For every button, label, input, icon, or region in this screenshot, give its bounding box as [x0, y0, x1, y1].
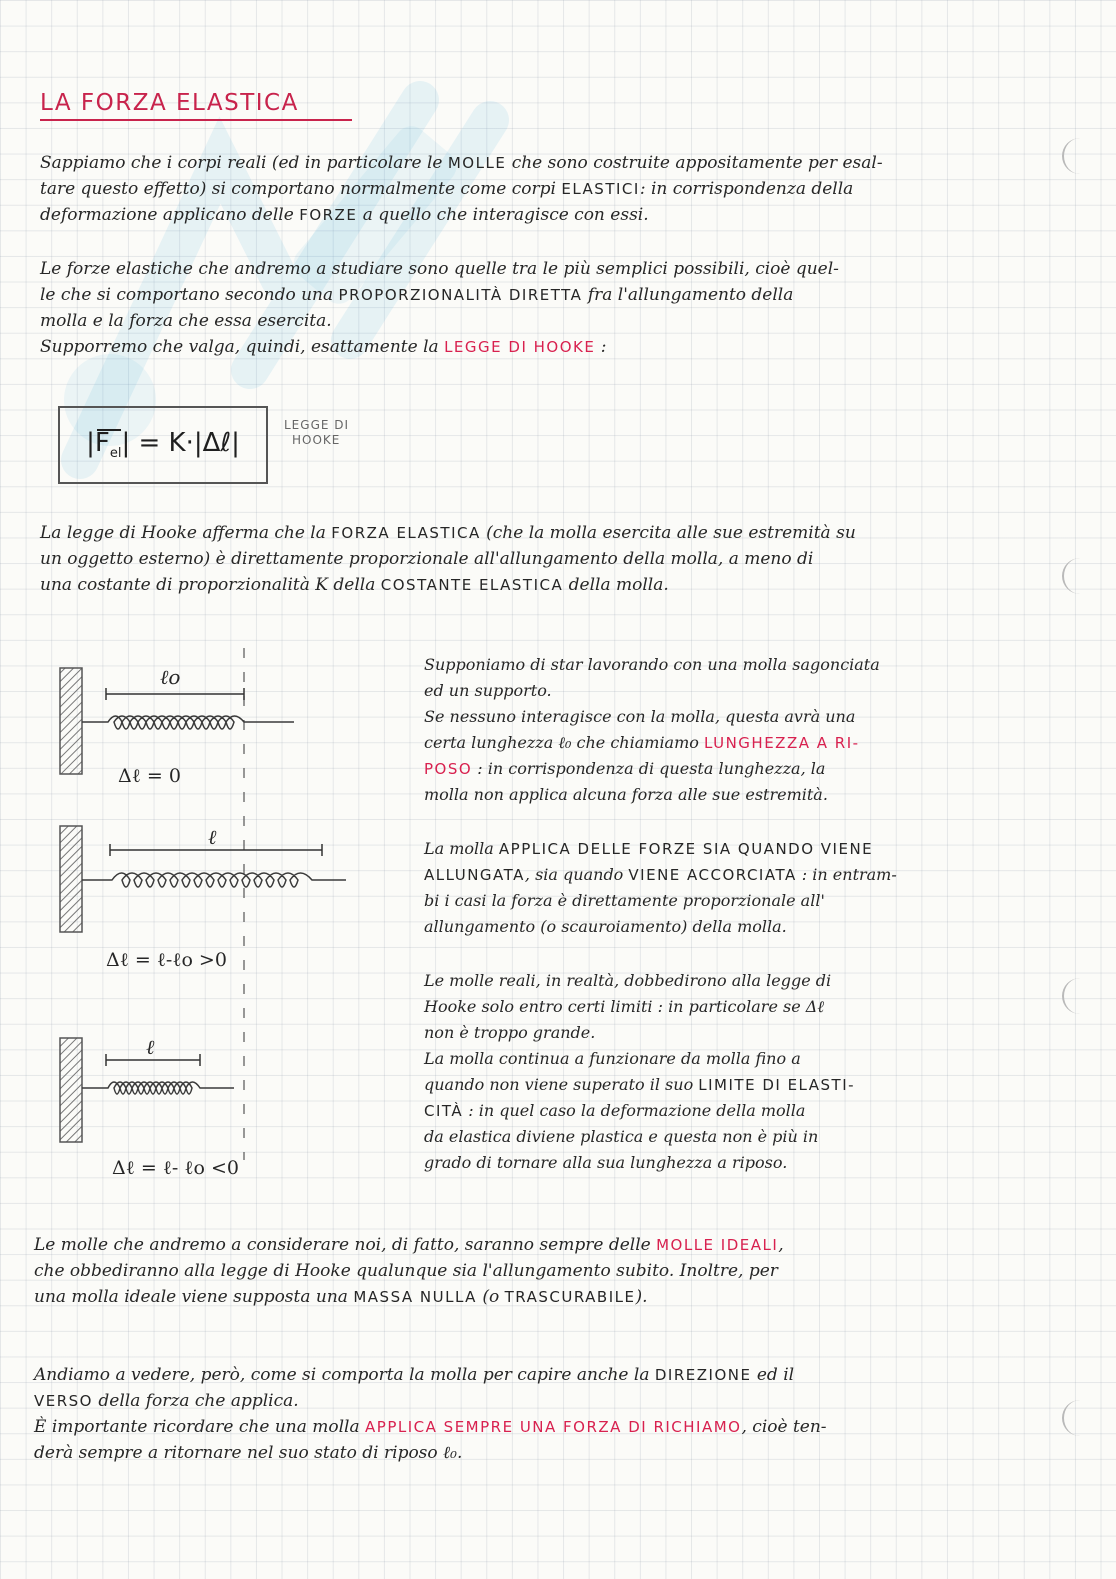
text-line: quando non viene superato il suo LIMITE DI ELASTI-	[424, 1075, 856, 1094]
compressed-delta-label: Δℓ = ℓ- ℓo <0	[112, 1157, 239, 1179]
rest-length-paragraph	[424, 652, 880, 808]
forces-paragraph	[424, 836, 897, 940]
spring-coil	[82, 873, 346, 887]
spring-at-rest	[60, 665, 294, 787]
highlight-term: LUNGHEZZA A RI-	[703, 734, 860, 752]
text-line: non è troppo grande.	[424, 1023, 596, 1042]
text-line: È importante ricordare che una molla APPLICA SEMPRE UNA FORZA DI RICHIAMO, cioè ten-	[34, 1417, 827, 1437]
rest-length-label: ℓo	[160, 665, 181, 689]
text-line: La molla continua a funzionare da molla fino a	[424, 1049, 801, 1068]
binder-hole-mark	[1062, 558, 1086, 594]
hooke-formula-box	[58, 406, 268, 484]
text-line: La molla APPLICA DELLE FORZE SIA QUANDO VIENE	[424, 839, 874, 858]
text-line: Le molle reali, in realtà, dobbedirono alla legge di	[424, 971, 832, 990]
text-line: bi i casi la forza è direttamente proporzionale all'	[424, 891, 825, 910]
text-line: da elastica diviene plastica e questa non è più in	[424, 1127, 819, 1146]
text-line: La legge di Hooke afferma che la FORZA ELASTICA (che la molla esercita alle sue estremità su	[40, 523, 856, 543]
hooke-intro-paragraph	[40, 256, 839, 360]
rest-delta-label: Δℓ = 0	[118, 765, 181, 787]
law-statement-paragraph	[40, 520, 856, 598]
text-line: Supponiamo di star lavorando con una molla sagonciata	[424, 655, 880, 674]
stretched-length-label: ℓ	[208, 825, 217, 849]
text-line: certa lunghezza ℓ₀ che chiamiamo LUNGHEZZA A RI-	[424, 733, 860, 752]
spring-coil	[82, 1082, 234, 1094]
text-line: molla non applica alcuna forza alle sue estremità.	[424, 785, 828, 804]
binder-hole-mark	[1062, 1400, 1086, 1436]
formula-label: LEGGE DI HOOKE	[284, 418, 350, 447]
text-line: un oggetto esterno) è direttamente proporzionale all'allungamento della molla, a meno di	[40, 549, 814, 569]
spring-stretched	[60, 825, 346, 971]
compressed-length-label: ℓ	[146, 1035, 155, 1059]
highlight-term: POSO	[424, 760, 473, 778]
spring-coil	[82, 716, 294, 729]
highlight-term: MOLLE IDEALI	[656, 1236, 779, 1254]
ideal-springs-paragraph	[34, 1232, 784, 1310]
restoring-force-paragraph	[34, 1362, 827, 1466]
page-title: LA FORZA ELASTICA	[40, 90, 352, 121]
text-line: Hooke solo entro certi limiti : in particolare se Δℓ	[424, 997, 824, 1016]
binder-hole-mark	[1062, 978, 1086, 1014]
text-line: deformazione applicano delle FORZE a quello che interagisce con essi.	[40, 205, 649, 225]
elastic-limit-paragraph	[424, 968, 855, 1176]
highlight-term: LEGGE DI HOOKE	[444, 338, 596, 356]
text-line: ed un supporto.	[424, 681, 552, 700]
text-line: una molla ideale viene supposta una MASSA NULLA (o TRASCURABILE).	[34, 1287, 648, 1307]
text-line: le che si comportano secondo una PROPORZIONALITÀ DIRETTA fra l'allungamento della	[40, 285, 794, 305]
highlight-term: APPLICA SEMPRE UNA FORZA DI RICHIAMO	[365, 1418, 742, 1436]
text-line: derà sempre a ritornare nel suo stato di riposo ℓ₀.	[34, 1443, 463, 1463]
intro-paragraph	[40, 150, 883, 228]
text-line: Le forze elastiche che andremo a studiare sono quelle tra le più semplici possibili, cioè quel-	[40, 259, 839, 279]
text-line: grado di tornare alla sua lunghezza a riposo.	[424, 1153, 788, 1172]
text-line: ALLUNGATA, sia quando VIENE ACCORCIATA : in entram-	[424, 865, 897, 884]
text-line: CITÀ : in quel caso la deformazione della molla	[424, 1101, 806, 1120]
wall-support	[60, 1038, 82, 1142]
text-line: Le molle che andremo a considerare noi, di fatto, saranno sempre delle MOLLE IDEALI,	[34, 1235, 784, 1255]
text-line: molla e la forza che essa esercita.	[40, 311, 332, 331]
text-line: POSO : in corrispondenza di questa lunghezza, la	[424, 759, 826, 778]
binder-hole-mark	[1062, 138, 1086, 174]
text-line: allungamento (o scauroiamento) della molla.	[424, 917, 787, 936]
hooke-formula: $|F_{el}|$ = K·|Δℓ|	[86, 428, 240, 462]
wall-support	[60, 668, 82, 774]
text-line: VERSO della forza che applica.	[34, 1391, 299, 1411]
force-vector-symbol: $F_{el}$	[94, 428, 122, 462]
stretched-delta-label: Δℓ = ℓ-ℓo >0	[106, 949, 227, 971]
text-line: Sappiamo che i corpi reali (ed in particolare le MOLLE che sono costruite appositamente per esal-	[40, 153, 883, 173]
text-line: tare questo effetto) si comportano normalmente come corpi ELASTICI: in corrispondenza della	[40, 179, 854, 199]
text-line: una costante di proporzionalità K della COSTANTE ELASTICA della molla.	[40, 575, 669, 595]
text-line: Se nessuno interagisce con la molla, questa avrà una	[424, 707, 856, 726]
wall-support	[60, 826, 82, 932]
text-line: che obbediranno alla legge di Hooke qualunque sia l'allungamento subito. Inoltre, per	[34, 1261, 778, 1281]
text-line: Supporremo che valga, quindi, esattamente la LEGGE DI HOOKE :	[40, 337, 607, 357]
text-line: Andiamo a vedere, però, come si comporta la molla per capire anche la DIREZIONE ed il	[34, 1365, 795, 1385]
spring-diagram	[50, 640, 360, 1180]
spring-compressed	[60, 1035, 239, 1179]
